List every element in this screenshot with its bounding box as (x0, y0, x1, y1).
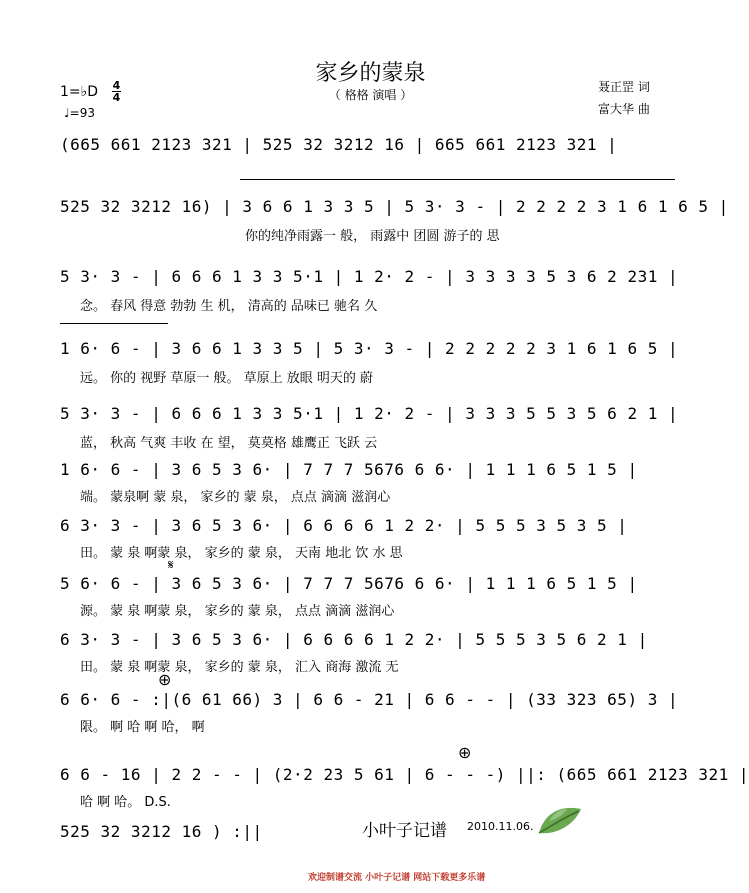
key-signature: 1=♭D (60, 84, 99, 100)
notation: 6 3· 3 - | 3 6 5 3 6· | 6 6 6 6 1 2 2· | 5 5 5 3 5 6 2 1 | (60, 630, 648, 649)
notation: 5 3· 3 - | 6 6 6 1 3 3 5·1 | 1 2· 2 - | 3 3 3 3 5 3 6 2 231 | (60, 267, 679, 286)
notation: 6 6· 6 - :|(6 61 66) 3 | 6 6 - 21 | 6 6 - - | (33 323 65) 3 | (60, 690, 679, 709)
time-signature (112, 80, 121, 103)
lyrics: 源。 蒙 泉 啊蒙 泉， 家乡的 蒙 泉， 点点 滴滴 滋润心 (80, 604, 395, 619)
notation: 1 6· 6 - | 3 6 6 1 3 3 5 | 5 3· 3 - | 2 2 2 2 2 3 1 6 1 6 5 | (60, 339, 679, 358)
lyrics: 哈 啊 哈。 D.S. (80, 795, 171, 810)
footer-banner: 欢迎制谱交流 小叶子记谱 网站下载更多乐谱 (308, 873, 486, 883)
notation: 525 32 3212 16) | 3 6 6 1 3 3 5 | 5 3· 3 - | 2 2 2 2 3 1 6 1 6 5 | (60, 197, 729, 216)
score-line-11 (60, 743, 749, 810)
coda-sign-2: ⊕ (458, 743, 472, 762)
notation: (665 661 2123 321 | 525 32 3212 16 | 665 661 2123 321 | (60, 135, 618, 154)
leaf-logo-icon (535, 803, 587, 839)
lyrics: 田。 蒙 泉 啊蒙 泉， 家乡的 蒙 泉， 天南 地北 饮 水 思 (80, 546, 403, 561)
tempo-marking: ♩=93 (64, 106, 95, 120)
notation: 5 3· 3 - | 6 6 6 1 3 3 5·1 | 1 2· 2 - | 3 3 3 5 5 3 5 6 2 1 | (60, 404, 679, 423)
notation: 5 6· 6 - | 3 6 5 3 6· | 7 7 7 5676 6 6· | 1 1 1 6 5 1 5 | (60, 574, 638, 593)
transcription-date: 2010.11.06. (467, 820, 534, 833)
page-title: 家乡的蒙泉 (315, 61, 426, 86)
segno-sign: 𝄋 (168, 558, 174, 573)
score-line-8 (60, 558, 675, 619)
score-line-1 (60, 133, 675, 167)
time-sig-top: 4 (112, 79, 121, 92)
score-line-2 (60, 195, 729, 244)
score-line-6 (60, 458, 675, 505)
lyricist-credit: 聂正罡 词 (598, 80, 650, 94)
coda-sign: ⊕ (158, 670, 172, 689)
notation: 525 32 3212 16 ) :|| (60, 822, 263, 841)
performer-note: （ 格格 演唱 ） (328, 88, 413, 102)
score-line-12 (60, 820, 340, 854)
lyrics: 你的纯净雨露一 般， 雨露中 团圆 游子的 思 (245, 229, 500, 244)
notation: 6 6 - 16 | 2 2 - - | (2·2 23 5 61 | 6 - - -) ||: (665 661 2123 321 | (60, 765, 749, 784)
lyrics: 念。 春风 得意 勃勃 生 机， 清高的 品味已 驰名 久 (80, 299, 378, 314)
time-sig-bottom: 4 (112, 91, 121, 104)
lyrics: 远。 你的 视野 草原一 般。 草原上 放眼 明天的 蔚 (80, 371, 374, 386)
lyrics: 蓝， 秋高 气爽 丰收 在 望， 莫莫格 雄鹰正 飞跃 云 (80, 436, 378, 451)
volta-bracket (240, 179, 675, 180)
notation: 1 6· 6 - | 3 6 5 3 6· | 7 7 7 5676 6 6· | 1 1 1 6 5 1 5 | (60, 460, 638, 479)
score-line-4 (60, 337, 679, 386)
notation: 6 3· 3 - | 3 6 5 3 6· | 6 6 6 6 1 2 2· | 5 5 5 3 5 3 5 | (60, 516, 628, 535)
composer-credit: 富大华 曲 (598, 102, 650, 116)
score-line-7 (60, 514, 675, 561)
score-line-5 (60, 402, 679, 451)
score-line-10 (60, 670, 679, 735)
watermark-text: 小叶子记谱 (362, 821, 447, 841)
score-line-9 (60, 628, 675, 675)
volta-bracket-2 (60, 323, 168, 324)
score-line-3 (60, 265, 679, 314)
lyrics: 端。 蒙泉啊 蒙 泉， 家乡的 蒙 泉， 点点 滴滴 滋润心 (80, 490, 391, 505)
lyrics: 限。 啊 哈 啊 哈， 啊 (80, 720, 205, 735)
lyrics: 田。 蒙 泉 啊蒙 泉， 家乡的 蒙 泉， 汇入 商海 激流 无 (80, 660, 399, 675)
